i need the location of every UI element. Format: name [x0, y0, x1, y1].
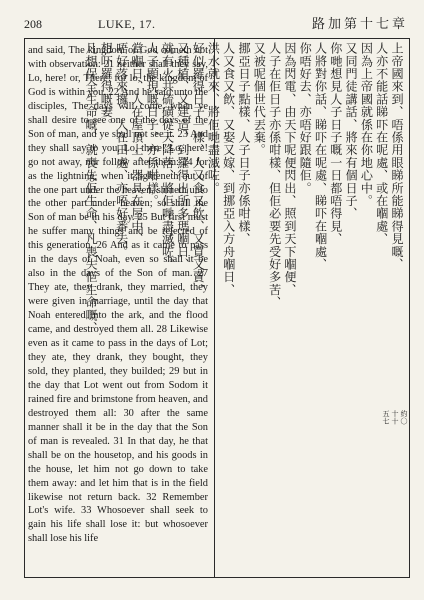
book-chapter-title: LUKE, 17. [98, 17, 156, 31]
margin-cross-references: 約〇 十十 五七 [382, 410, 408, 425]
chinese-chapter-title: 路加第十七章 [311, 16, 408, 31]
page-header [24, 14, 410, 34]
english-text: and said, The kingdom of God cometh not with observation: 21 neither shall they say, Lo, here! or, There! for lo, the kingdom of God is within you. 22 And he said unto the disciples, The days will come, when ye shall desire to see one of the days of the Son of man, and ye shall not see it. 23 And they shall say to you, Lo, there! Lo, here! go not away, nor follow after them: 24 for as the lightning, when it lighteneth out of the one part under the heaven, shineth unto the other part under heaven; so shall the Son of man be in his day. 25 But first must he suffer many things and be rejected of this generation. 26 And as it came to pass in the days of Noah, even so shall it be also in the days of the Son of man. 27 They ate, they drank, they married, they were given in marriage, until the day that Noah entered into the ark, and the flood came, and destroyed them all. 28 Likewise even as it came to pass in the days of Lot; they ate, they drank, they bought, they sold, they planted, they builded; 29 but in the day that Lot went out from Sodom it rained fire and brimstone from heaven, and destroyed them all: 30 after the same manner shall it be in the day that the Son of man is revealed. 31 In that day, he that shall be on the housetop, and his goods in the house, let him not go down to take them away: and let him that is in the field likewise not return back. 32 Remember Lot's wife. 33 Whosoever shall seek to gain his life shall lose it: but whosoever shall lose his life [28, 45, 208, 545]
chinese-column: 上帝國來到、唔係用眼睇所能睇得見嘅、 人亦不能話睇吓在呢處、或在嗰處、 因為上帝國就係在你地心中。 又同門徒講話、將來有個日子、 你哋想見人子日子嘅一日都唔得見、 人將對你話、睇吓在呢處、睇吓在嗰處、 你唔好去、亦唔好跟隨佢。 因為閃電、由天下呢便閃出、照到天下嗰便、 人子在佢日子亦係咁樣、但佢必要先受好多苦、 又被呢個世代丟棄。 挪亞日子點樣、人子日子亦係咁樣、 人又食又飲、又娶又嫁、到挪亞入方舟嗰日、 洪水就來、將佢哋盡滅咗。 好似羅得日子一樣、人又食又飲、又買又賣、 又種植、又建造、到羅得出所多瑪嗰日、 就有火共硫磺從天降落、將佢哋盡滅咗。 人子顯現嘅日子、亦係咁樣。 當嗰日、人在屋頂上、器具在屋中、 唔好落來攞、人在田處、亦唔好番去。 想吓羅得嘅妻。 凡想保全生命嘅、就喪失佢生命、凡喪失佢生命嘅、 [84, 42, 404, 335]
page-number: 208 [24, 17, 42, 31]
